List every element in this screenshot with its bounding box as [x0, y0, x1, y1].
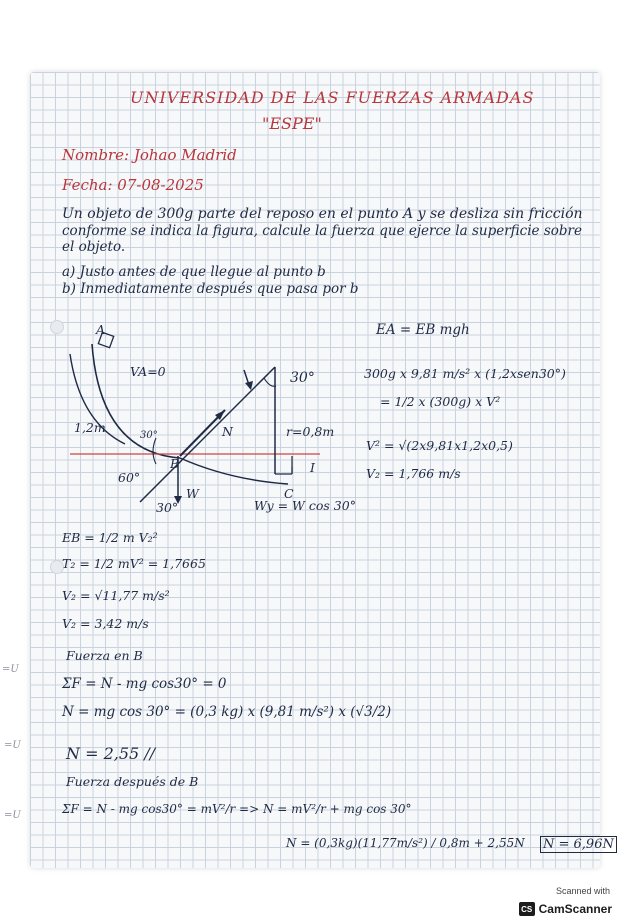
energy-eq-4: V² = √(2x9,81x1,2x0,5) [366, 438, 513, 453]
name-line: Nombre: Johao Madrid [62, 146, 237, 164]
solution-line-2: T₂ = 1/2 mV² = 1,7665 [62, 556, 206, 571]
solution-line-7: N = mg cos 30° = (0,3 kg) x (9,81 m/s²) x (√3/2) [62, 704, 392, 720]
solution-line-4: V₂ = 3,42 m/s [62, 616, 149, 631]
label-a: A [96, 322, 106, 337]
angle-30-label: 30° [140, 430, 158, 441]
label-c: C [284, 486, 294, 501]
solution-line-1: EB = 1/2 m V₂² [62, 530, 158, 545]
university-title: UNIVERSIDAD DE LAS FUERZAS ARMADAS [130, 88, 535, 107]
angle-bottom-label: 30° [156, 500, 179, 515]
energy-eq-3: = 1/2 x (300g) x V² [380, 394, 501, 409]
velocity-arrow-head [245, 381, 253, 390]
problem-line-1: Un objeto de 300g parte del reposo en el punto A y se desliza sin fricción [62, 206, 583, 222]
weight-label: W [186, 486, 199, 501]
problem-line-3: el objeto. [62, 239, 126, 255]
camscanner-brand: CamScanner [538, 902, 612, 916]
solution-line-8: N = 2,55 // [66, 744, 156, 763]
bleed-note: =U [4, 740, 21, 751]
camscanner-logo [519, 902, 612, 916]
angle-arc [153, 438, 156, 464]
track-curve-bc [180, 458, 288, 484]
solution-line-3: V₂ = √11,77 m/s² [62, 588, 170, 603]
energy-eq-1: EA = EB mgh [376, 322, 470, 338]
wy-label: Wy = W cos 30° [254, 498, 356, 513]
solution-line-6: ΣF = N - mg cos30° = 0 [62, 676, 227, 692]
date-line: Fecha: 07-08-2025 [62, 176, 204, 194]
solution-line-11: N = (0,3kg)(11,77m/s²) / 0,8m + 2,55N [286, 836, 525, 850]
track-curve [92, 344, 180, 458]
radius-label: r=0,8m [286, 424, 335, 439]
energy-eq-2: 300g x 9,81 m/s² x (1,2xsen30°) [364, 366, 566, 381]
energy-eq-5: V₂ = 1,766 m/s [366, 466, 461, 481]
dimension-label: I [310, 460, 315, 475]
solution-line-10: ΣF = N - mg cos30° = mV²/r => N = mV²/r + mg cos 30° [62, 802, 412, 816]
cs-icon: CS [519, 902, 535, 916]
label-b: B [170, 456, 180, 471]
angle-arc [264, 378, 276, 386]
height-label: 1,2m [74, 420, 106, 435]
final-answer: N = 6,96N [540, 836, 617, 853]
left-edge-strip [0, 620, 30, 840]
angle-60-label: 60° [118, 470, 141, 485]
normal-label: N [222, 424, 233, 439]
velocity-label: VA=0 [130, 364, 166, 379]
track-diagram [30, 72, 600, 532]
solution-line-9: Fuerza después de B [66, 774, 199, 789]
solution-line-5: Fuerza en B [66, 648, 143, 663]
bleed-note: =U [4, 810, 21, 821]
part-a: a) Justo antes de que llegue al punto b [62, 264, 326, 280]
scanned-with-label: Scanned with [555, 886, 610, 896]
part-b: b) Inmediatamente después que pasa por b [62, 281, 359, 297]
incline-line [140, 367, 275, 502]
bleed-note: =U [2, 664, 19, 675]
acronym-title: "ESPE" [262, 114, 322, 133]
angle-top-label: 30° [290, 370, 315, 386]
problem-line-2: conforme se indica la figura, calcule la fuerza que ejerce la superficie sobre [62, 223, 582, 239]
